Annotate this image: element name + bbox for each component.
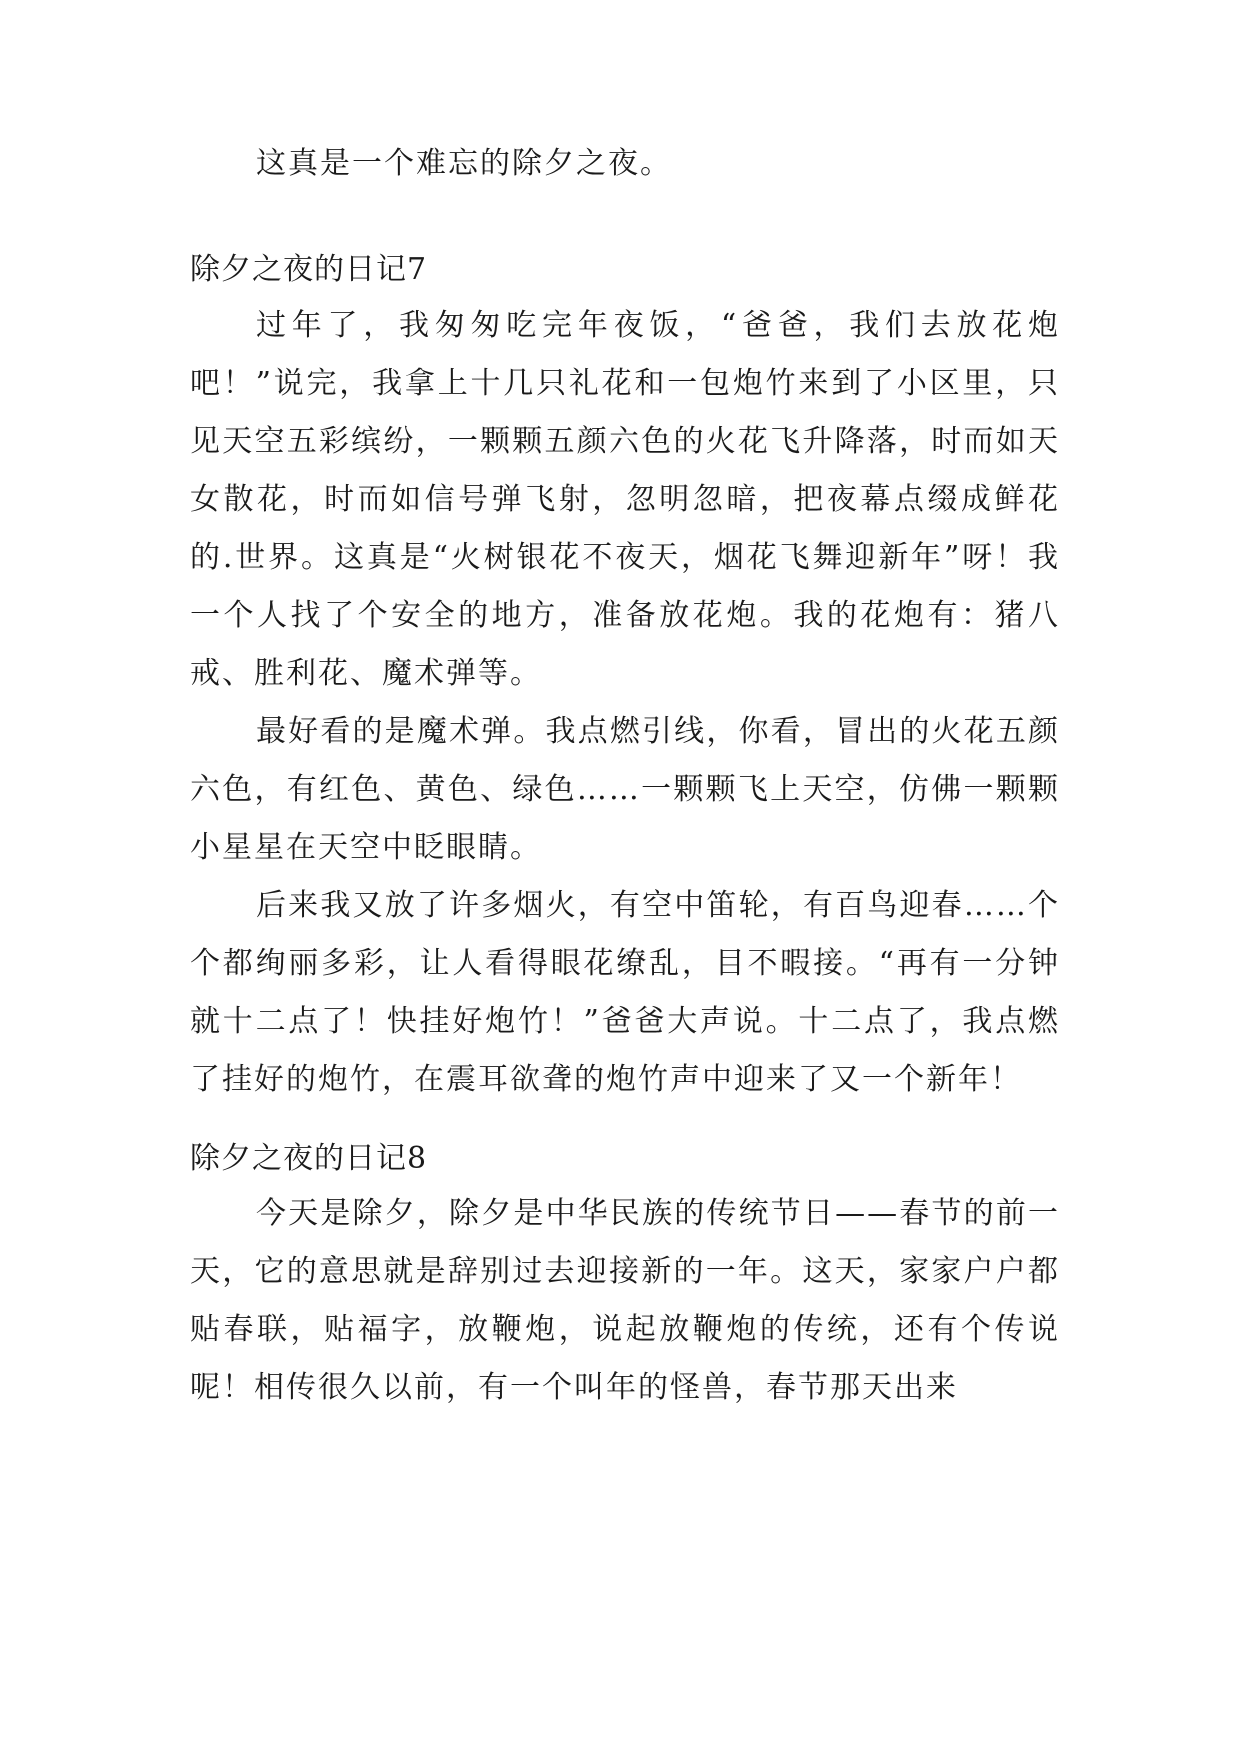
diary7-body [190,297,1060,1109]
diary8-paragraph-1: 今天是除夕，除夕是中华民族的传统节日——春节的前一天，它的意思就是辞别过去迎接新的一年。这天，家家户户都贴春联，贴福字，放鞭炮，说起放鞭炮的传统，还有个传说呢！相传很久以前，有一个叫年的怪兽，春节那天出来 [190,1196,1060,1405]
diary8-title: 除夕之夜的日记8 [190,1141,428,1176]
intro-section [190,135,1060,193]
diary8-body [190,1185,1060,1417]
diary7-title: 除夕之夜的日记7 [190,252,428,287]
diary7-paragraph-1: 过年了，我匆匆吃完年夜饭，“爸爸，我们去放花炮吧！”说完，我拿上十几只礼花和一包炮竹来到了小区里，只见天空五彩缤纷，一颗颗五颜六色的火花飞升降落，时而如天女散花，时而如信号弹飞射，忽明忽暗，把夜幕点缀成鲜花的.世界。这真是“火树银花不夜天，烟花飞舞迎新年”呀！我一个人找了个安全的地方，准备放花炮。我的花炮有：猪八戒、胜利花、魔术弹等。 [190,308,1060,691]
diary7-paragraph-3: 后来我又放了许多烟火，有空中笛轮，有百鸟迎春……个个都绚丽多彩，让人看得眼花缭乱，目不暇接。“再有一分钟就十二点了！快挂好炮竹！”爸爸大声说。十二点了，我点燃了挂好的炮竹，在震耳欲聋的炮竹声中迎来了又一个新年！ [190,888,1060,1097]
intro-paragraph: 这真是一个难忘的除夕之夜。 [256,146,672,181]
diary7-paragraph-2: 最好看的是魔术弹。我点燃引线，你看，冒出的火花五颜六色，有红色、黄色、绿色……一颗颗飞上天空，仿佛一颗颗小星星在天空中眨眼睛。 [190,714,1060,865]
